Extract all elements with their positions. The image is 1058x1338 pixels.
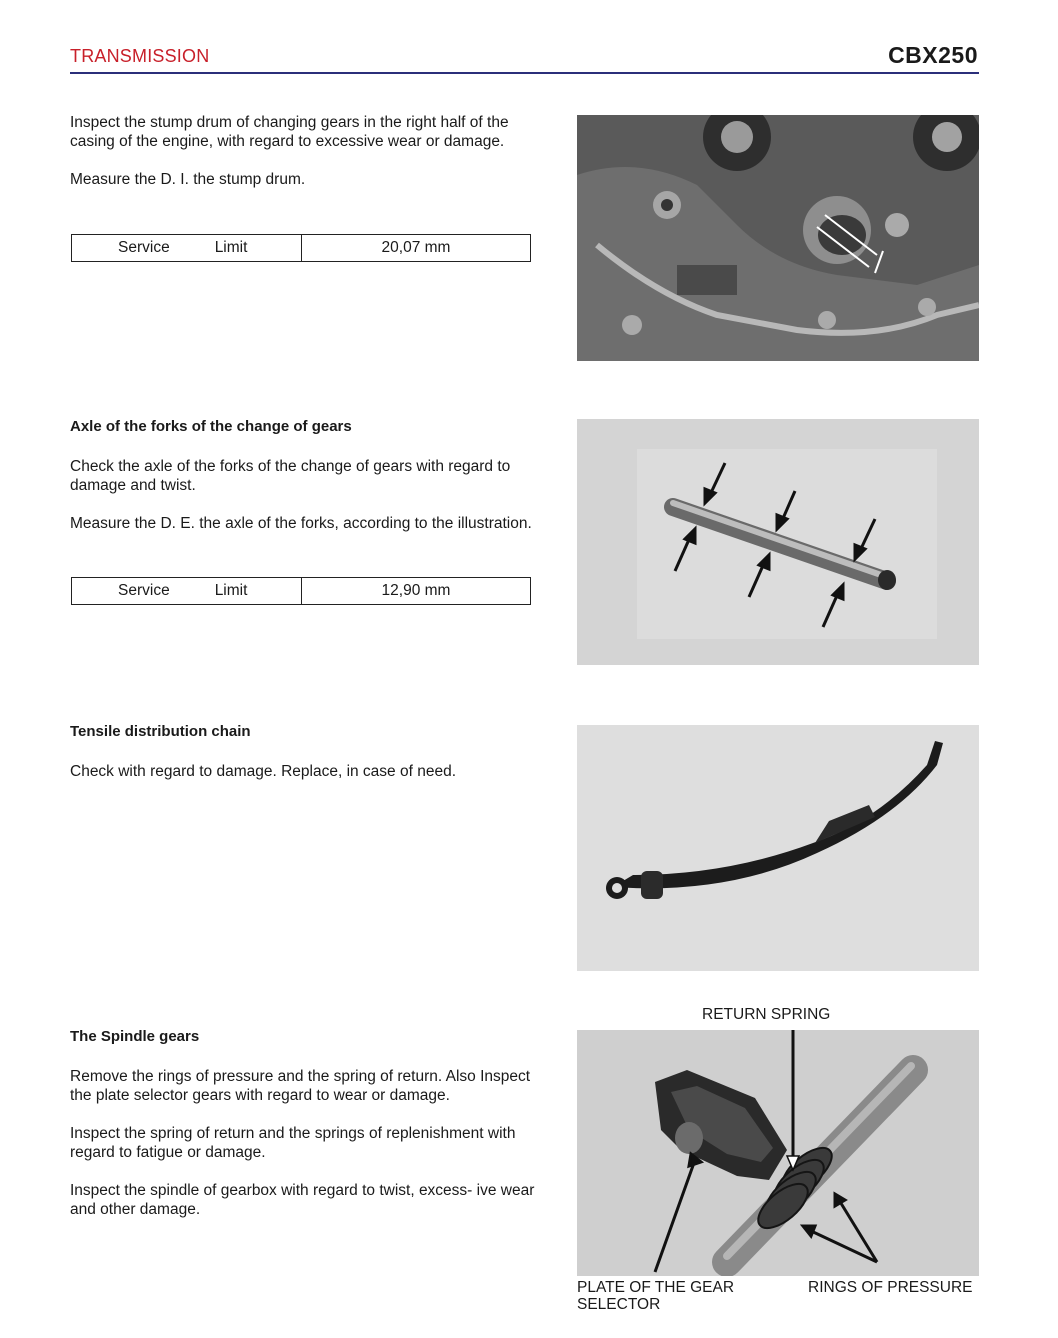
header-divider <box>70 72 979 74</box>
spec-label-limit: Limit <box>214 582 248 599</box>
spindle-paragraph-2: Inspect the spring of return and the springs of replenishment with regard to fatigue or damage. <box>70 1125 516 1161</box>
chain-paragraph-1: Check with regard to damage. Replace, in case of need. <box>70 763 457 780</box>
spec-value-drum: 20,07 mm <box>381 239 451 256</box>
drum-paragraph-2: Measure the D. I. the stump drum. <box>70 171 306 188</box>
fork-axle-photo <box>577 419 979 665</box>
label-plate-selector <box>577 1279 734 1313</box>
engine-casing-photo <box>577 115 979 361</box>
axle-spec-table <box>71 577 531 605</box>
section-title: TRANSMISSION <box>70 46 210 66</box>
chain-tensioner-photo <box>577 725 979 971</box>
spec-label-service: Service <box>118 582 170 599</box>
spec-label-service: Service <box>118 239 170 256</box>
drum-paragraph-1: Inspect the stump drum of changing gears in the right half of the casing of the engine, with regard to excessive wear or damage. <box>70 114 509 150</box>
spec-label-cell <box>72 235 302 261</box>
drum-spec-table <box>71 234 531 262</box>
axle-paragraph-1: Check the axle of the forks of the change of gears with regard to damage and twist. <box>70 458 511 494</box>
axle-heading: Axle of the forks of the change of gears <box>70 418 352 435</box>
label-plate-line-2: SELECTOR <box>577 1296 661 1313</box>
spec-label-limit: Limit <box>214 239 248 256</box>
label-return-spring: RETURN SPRING <box>702 1006 831 1023</box>
axle-paragraph-2: Measure the D. E. the axle of the forks, according to the illustration. <box>70 515 532 532</box>
spindle-gears-photo <box>577 1030 979 1276</box>
spec-label-cell <box>72 578 302 604</box>
spec-value-axle: 12,90 mm <box>381 582 451 599</box>
spindle-heading: The Spindle gears <box>70 1028 200 1045</box>
drum-inspection-text <box>70 113 540 189</box>
chain-inspection-text <box>70 762 540 781</box>
axle-inspection-text <box>70 457 540 533</box>
spindle-paragraph-3: Inspect the spindle of gearbox with regard to twist, excess- ive wear and other damage. <box>70 1182 535 1218</box>
label-rings-of-pressure: RINGS OF PRESSURE <box>808 1279 973 1296</box>
label-plate-line-1: PLATE OF THE GEAR <box>577 1279 735 1296</box>
spindle-inspection-text <box>70 1067 540 1219</box>
model-name: CBX250 <box>888 42 978 68</box>
spindle-paragraph-1: Remove the rings of pressure and the spring of return. Also Inspect the plate selector gears with regard to wear or damage. <box>70 1068 531 1104</box>
chain-heading: Tensile distribution chain <box>70 723 251 740</box>
